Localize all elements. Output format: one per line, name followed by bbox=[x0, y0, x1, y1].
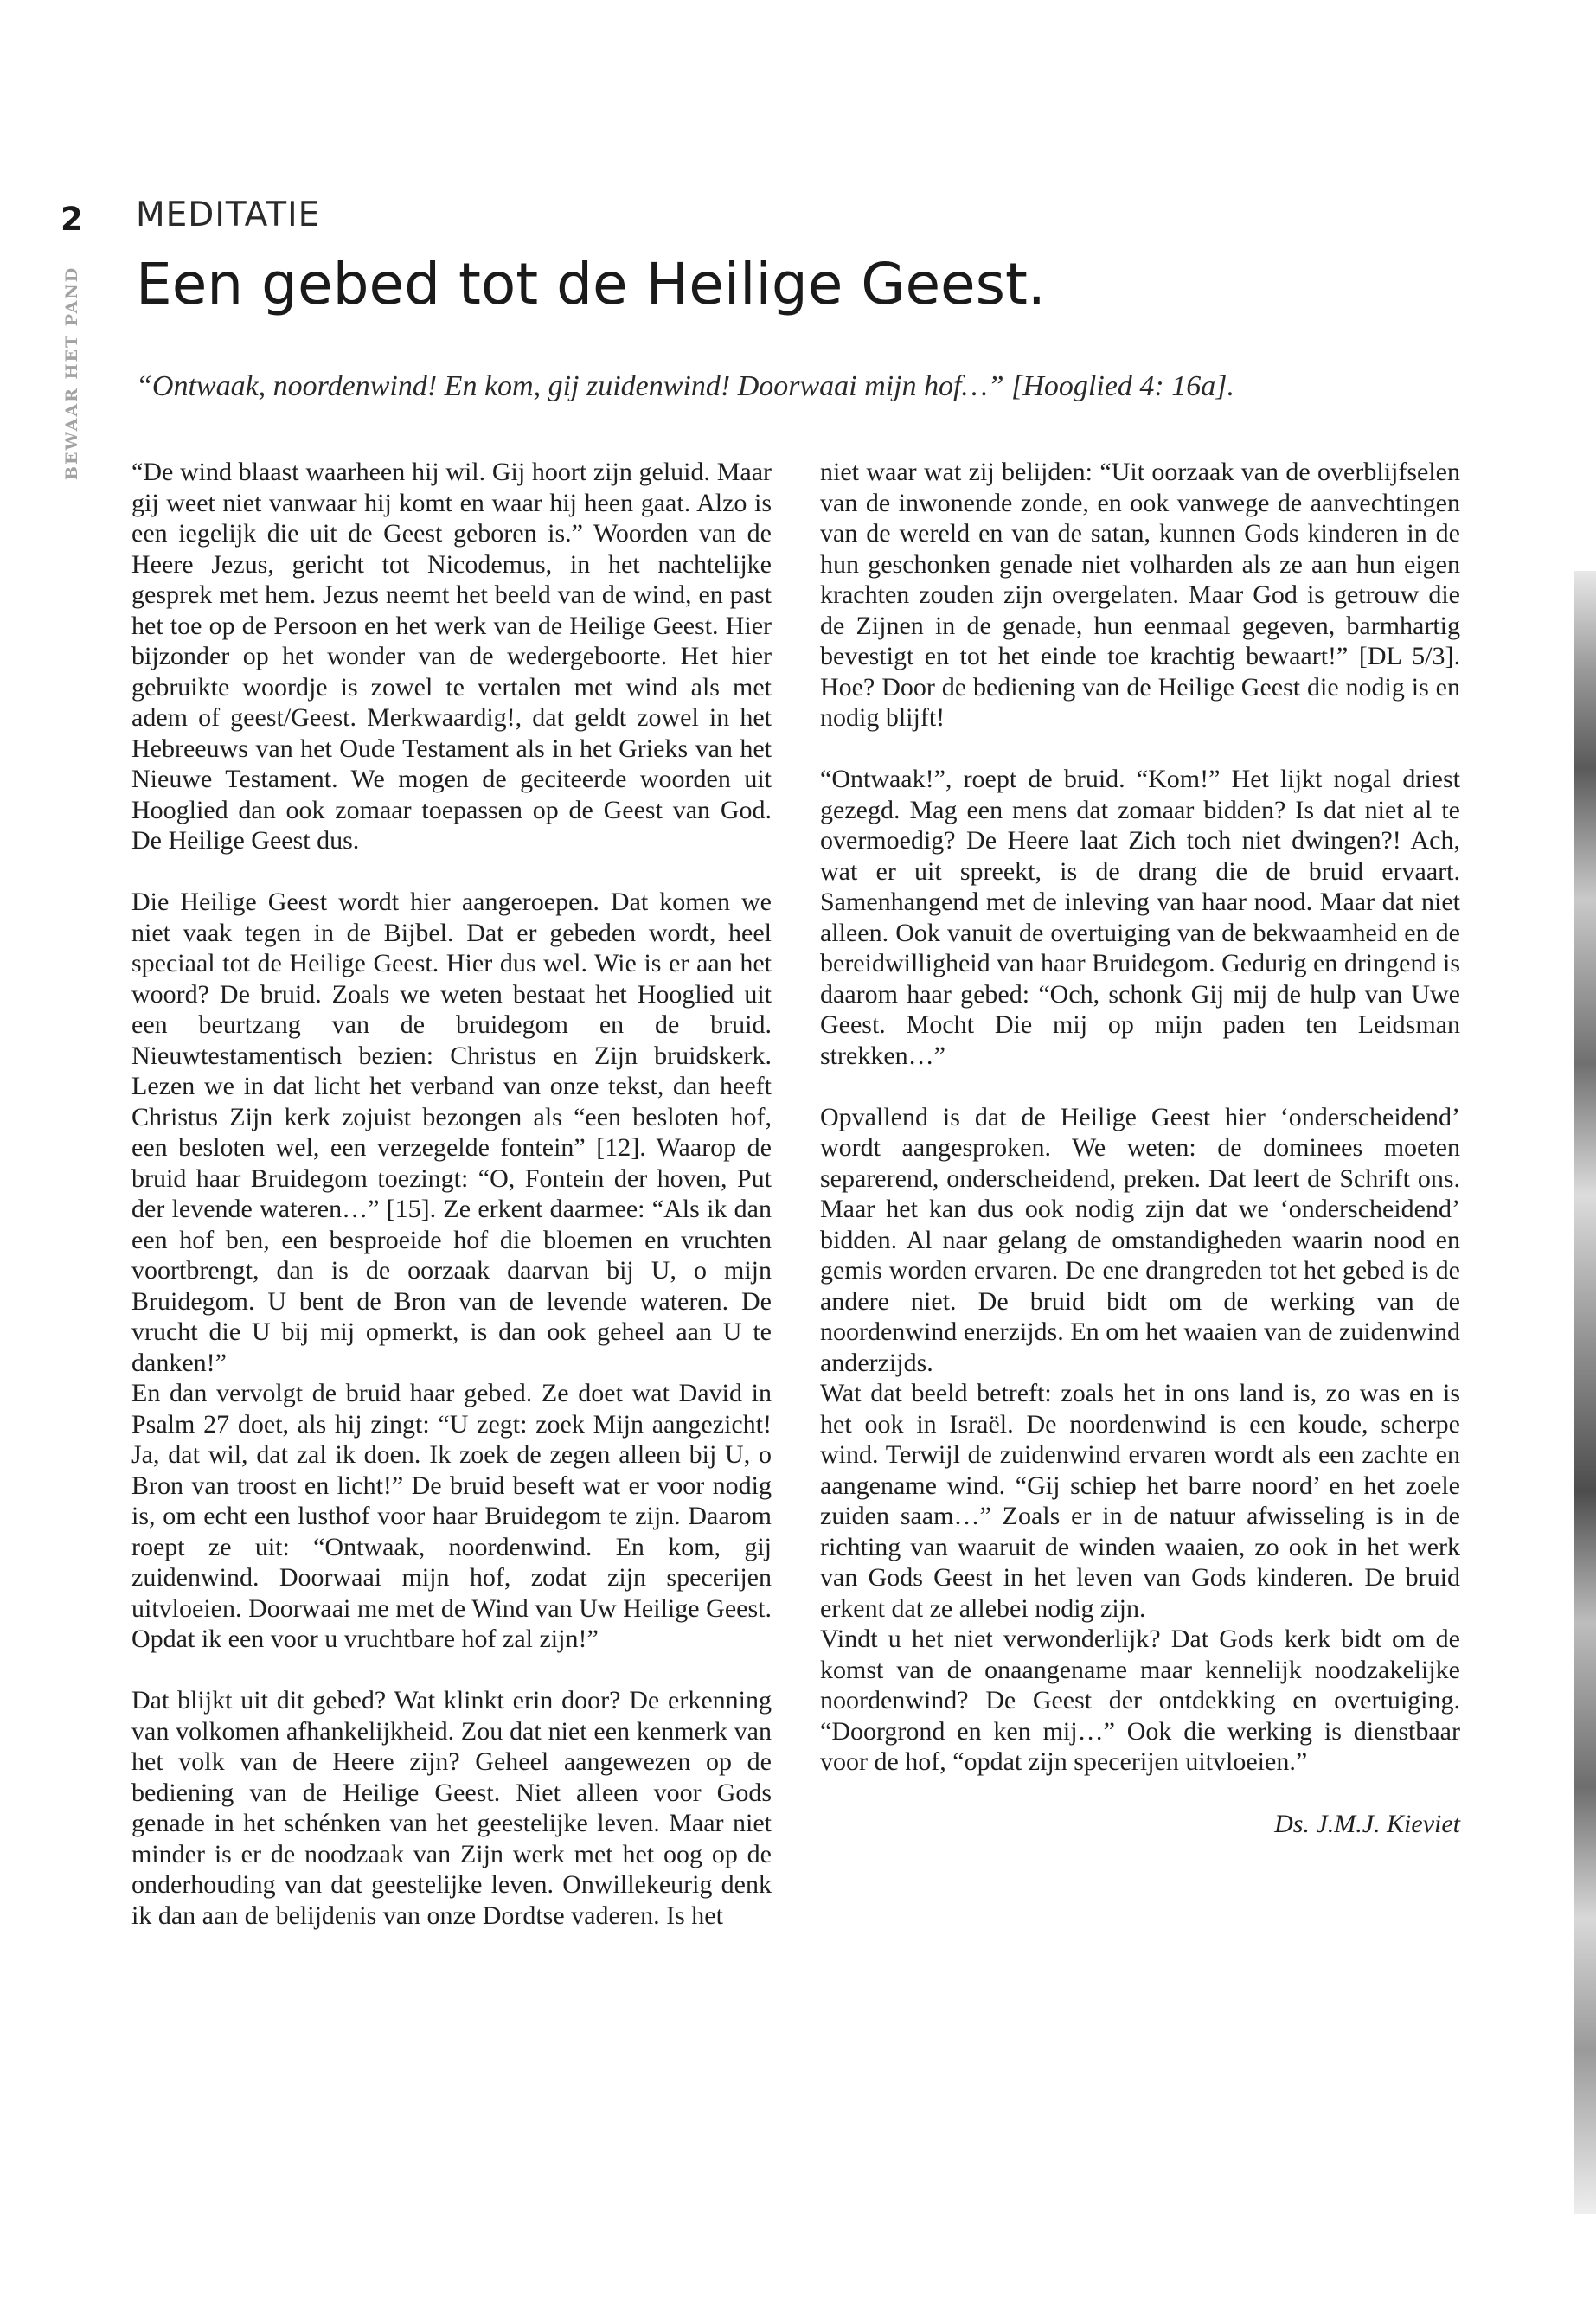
page-number: 2 bbox=[61, 201, 83, 238]
running-head: BEWAAR HET PAND bbox=[62, 266, 81, 480]
left-column bbox=[131, 457, 772, 1931]
author-signature: Ds. J.M.J. Kieviet bbox=[1274, 1809, 1460, 1838]
paragraph: Die Heilige Geest wordt hier aangeroepen. Dat komen we niet vaak tegen in de Bijbel. Dat er gebeden wordt, heel speciaal tot de Heilige Geest. Hier dus wel. Wie is er aan het woord? De bruid. Zoals we weten bestaat het Hooglied uit een beurtzang van de bruidegom en de bruid. Nieuwtestamentisch bezien: Christus en Zijn bruidskerk. Lezen we in dat licht het verband van onze tekst, dan heeft Christus Zijn kerk zojuist bezongen als “een besloten hof, een besloten wel, een verzegelde fontein” [12]. Waarop de bruid haar Bruidegom toezingt: “O, Fontein der hoven, Put der levende wateren…” [15]. Ze erkent daarmee: “Als ik dan een hof ben, een besproeide hof die bloemen en vruchten voortbrengt, dan is de oorzaak daarvan bij U, o mijn Bruidegom. U bent de Bron van de levende wateren. De vrucht die U bij mij opmerkt, is dan ook geheel aan U te danken!” bbox=[131, 888, 772, 1377]
photo-edge bbox=[1574, 571, 1596, 2214]
section-label: MEDITATIE bbox=[136, 195, 321, 234]
paragraph: Wat dat beeld betreft: zoals het in ons land is, zo was en is het ook in Israël. De noordenwind is een koude, scherpe wind. Terwijl de zuidenwind ervaren wordt als een zachte en aangename wind. “Gij schiep het barre noord’ en het zoele zuiden saam…” Zoals er in de natuur afwisseling is in de richting van waaruit de winden waaien, zo ook in het werk van Gods Geest in het leven van Gods kinderen. De bruid erkent dat ze allebei nodig zijn. bbox=[820, 1379, 1460, 1623]
paragraph: “De wind blaast waarheen hij wil. Gij hoort zijn geluid. Maar gij weet niet vanwaar hij komt en waar hij heen gaat. Alzo is een iegelijk die uit de Geest geboren is.” Woorden van de Heere Jezus, gericht tot Nicodemus, in het nachtelijke gesprek met hem. Jezus neemt het beeld van de wind, en past het toe op de Persoon en het werk van de Heilige Geest. Hier bijzonder op het wonder van de wedergeboorte. Het hier gebruikte woordje is zowel te vertalen met wind als met adem of geest/Geest. Merkwaardig!, dat geldt zowel in het Hebreeuws van het Oude Testament als in het Grieks van het Nieuwe Testament. We mogen de geciteerde woorden uit Hooglied dan ook zomaar toepassen op de Geest van God. De Heilige Geest dus. bbox=[131, 458, 772, 855]
right-column bbox=[820, 457, 1460, 1839]
paragraph: Vindt u het niet verwonderlijk? Dat Gods kerk bidt om de komst van de onaangename maar kennelijk noodzakelijke noordenwind? De Geest der ontdekking en overtuiging. “Doorgrond en ken mij…” Ook die werking is dienstbaar voor de hof, “opdat zijn specerijen uitvloeien.” bbox=[820, 1625, 1460, 1776]
paragraph: Dat blijkt uit dit gebed? Wat klinkt erin door? De erkenning van volkomen afhankelijkheid. Zou dat niet een kenmerk van het volk van de Heere zijn? Geheel aangewezen op de bediening van de Heilige Geest. Niet alleen voor Gods genade in het schénken van het geestelijke leven. Maar niet minder is er de noodzaak van Zijn werk met het oog op de onderhouding van dat geestelijke leven. Onwillekeurig denk ik dan aan de belijdenis van onze Dordtse vaderen. Is het bbox=[131, 1686, 772, 1930]
paragraph: “Ontwaak!”, roept de bruid. “Kom!” Het lijkt nogal driest gezegd. Mag een mens dat zomaar bidden? Is dat niet al te overmoedig? De Heere laat Zich toch niet dwingen?! Ach, wat er uit spreekt, is de drang die de bruid ervaart. Samenhangend met de inleving van haar nood. Maar dat niet alleen. Ook vanuit de overtuiging van de bekwaamheid en de bereidwilligheid van haar Bruidegom. Gedurig en dringend is daarom haar gebed: “Och, schonk Gij mij de hulp van Uwe Geest. Mocht Die mij op mijn paden ten Leidsman strekken…” bbox=[820, 765, 1460, 1070]
article-title: Een gebed tot de Heilige Geest. bbox=[136, 251, 1046, 317]
paragraph: En dan vervolgt de bruid haar gebed. Ze doet wat David in Psalm 27 doet, als hij zingt: “U zegt: zoek Mijn aangezicht! Ja, dat wil, dat zal ik doen. Ik zoek de zegen alleen bij U, o Bron van troost en licht!” De bruid beseft wat er voor nodig is, om echt een lusthof voor haar Bruidegom te zijn. Daarom roept ze uit: “Ontwaak, noordenwind. En kom, gij zuidenwind. Doorwaai mijn hof, zodat zijn specerijen uitvloeien. Doorwaai me met de Wind van Uw Heilige Geest. Opdat ik een voor u vruchtbare hof zal zijn!” bbox=[131, 1379, 772, 1653]
epigraph: “Ontwaak, noordenwind! En kom, gij zuidenwind! Doorwaai mijn hof…” [Hooglied 4: 16a]. bbox=[136, 370, 1234, 402]
paragraph: niet waar wat zij belijden: “Uit oorzaak van de overblijfselen van de inwonende zonde, en ook vanwege de aanvechtingen van de wereld en van de satan, kunnen Gods kinderen in de hun geschonken genade niet volharden als ze aan hun eigen krachten zouden zijn overgelaten. Maar God is getrouw die de Zijnen in de genade, hun eenmaal gegeven, barmhartig bevestigt en tot het einde toe krachtig bewaart!” [DL 5/3]. Hoe? Door de bediening van de Heilige Geest die nodig is en nodig blijft! bbox=[820, 458, 1460, 732]
paragraph: Opvallend is dat de Heilige Geest hier ‘onderscheidend’ wordt aangesproken. We weten: de dominees moeten separerend, onderscheidend, preken. Dat leert de Schrift ons. Maar het kan dus ook nodig zijn dat we ‘onderscheidend’ bidden. Al naar gelang de omstandigheden waarin nood en gemis worden ervaren. De ene drangreden tot het gebed is de andere niet. De bruid bidt om de werking van de noordenwind enerzijds. En om het waaien van de zuidenwind anderzijds. bbox=[820, 1102, 1460, 1377]
